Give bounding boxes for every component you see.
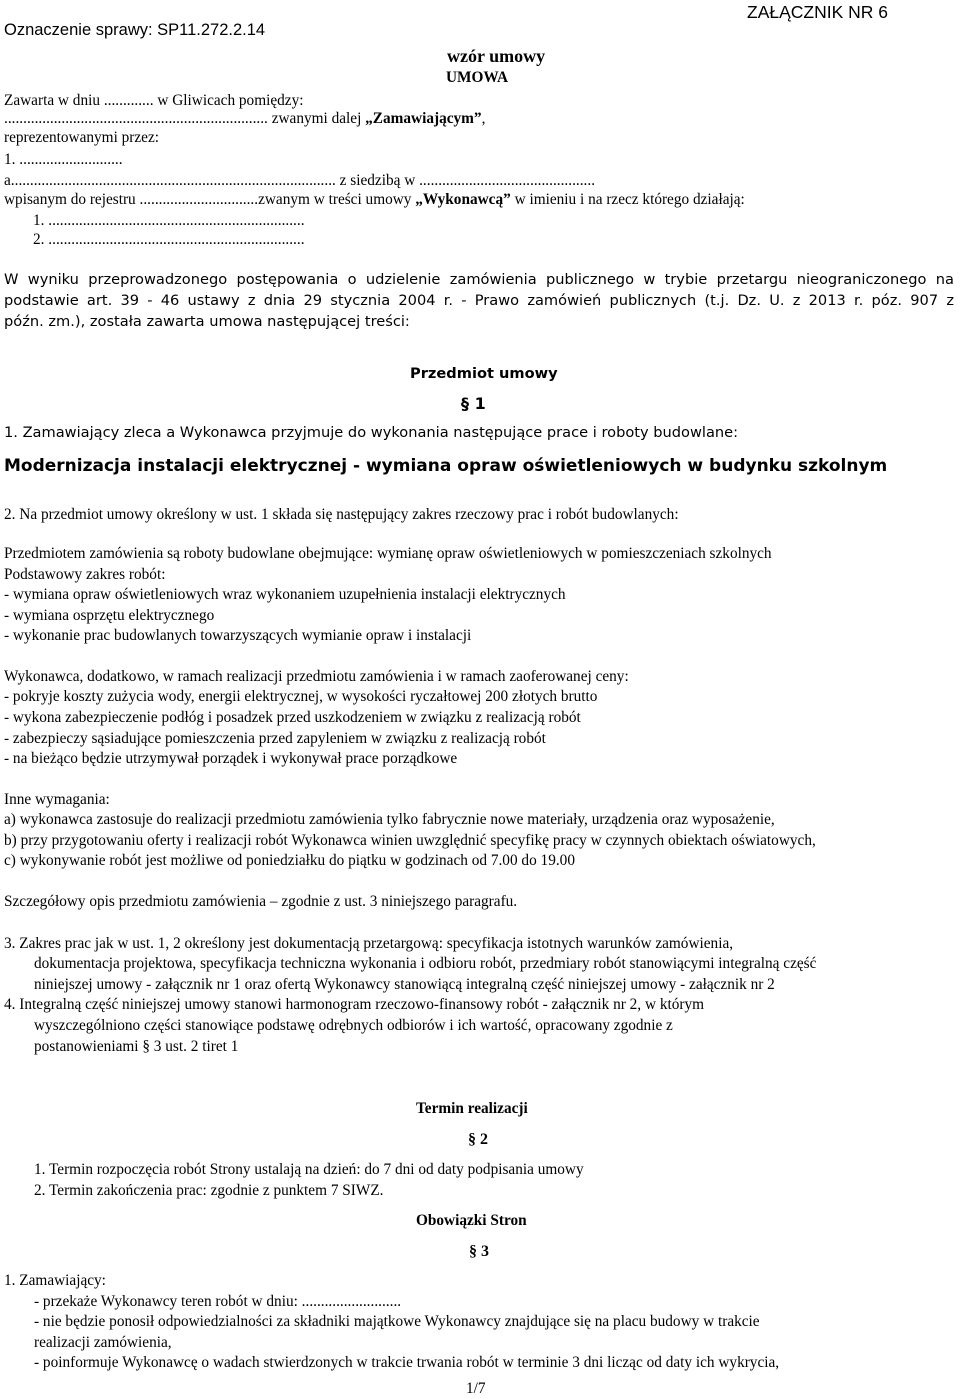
contractor-line: Wykonawca, dodatkowo, w ramach realizacji przedmiotu zamówienia i w ramach zaoferowanej ceny:: [4, 668, 629, 685]
register-label: wpisanym do rejestru: [4, 191, 140, 208]
section-3-intro: 1. Zamawiający:: [4, 1272, 106, 1289]
requirements-line: Inne wymagania:: [4, 791, 110, 808]
scope-line: - wymiana opraw oświetleniowych wraz wykonaniem uzupełnienia instalacji elektrycznych: [4, 586, 566, 603]
requirements-line: a) wykonawca zastosuje do realizacji przedmiotu zamówienia tylko fabrycznie nowe materiały, urządzenia oraz wyposażenie,: [4, 811, 775, 828]
section-3-heading: Obowiązki Stron: [416, 1212, 527, 1229]
case-reference: [4, 22, 265, 39]
parties-line-5: a..................................................................................... z siedzibą w ..............................................: [4, 172, 596, 189]
case-prefix: Oznaczenie sprawy:: [4, 21, 158, 39]
comma: ,: [481, 110, 486, 127]
intro-line-3: późn. zm.), została zawarta umowa następującej treści:: [4, 313, 410, 330]
section-2-heading: Termin realizacji: [416, 1100, 528, 1117]
contractor-line: - zabezpieczy sąsiadujące pomieszczenia przed zapyleniem w związku z realizacją robót: [4, 730, 546, 747]
section-2-paragraph: § 2: [468, 1131, 488, 1148]
section-1-paragraph: § 1: [461, 394, 486, 413]
parties-line-6: [4, 192, 745, 207]
parties-line-4: 1. ...........................: [4, 151, 123, 168]
representation-text: w imieniu i na rzecz którego działają:: [510, 191, 745, 208]
attachment-label: ZAŁĄCZNIK NR 6: [747, 2, 888, 22]
detail-note: Szczegółowy opis przedmiotu zamówienia – zgodnie z ust. 3 niniejszego paragrafu.: [4, 893, 518, 910]
parties-line-7: 1. ...................................................................: [33, 212, 305, 229]
zamawiajacy-term: „Zamawiającym”: [365, 110, 482, 127]
document-title: UMOWA: [446, 69, 509, 86]
page-number: 1/7: [466, 1380, 486, 1397]
section-3-paragraph: § 3: [469, 1243, 489, 1260]
section-1-item-3-cont: niniejszej umowy - załącznik nr 1 oraz ofertą Wykonawcy stanowiącą integralną część niniejszej umowy - załącznik nr 2: [34, 976, 775, 993]
contractor-line: - na bieżąco będzie utrzymywał porządek i wykonywał prace porządkowe: [4, 750, 458, 767]
parties-line-1: Zawarta w dniu ............. w Gliwicach pomiędzy:: [4, 92, 304, 109]
register-dots: ...............................zwanym w treści umowy: [139, 191, 416, 208]
section-3-item: - poinformuje Wykonawcę o wadach stwierdzonych w trakcie trwania robót w terminie 3 dni licząc od daty ich wykrycia,: [34, 1354, 780, 1371]
contractor-line: - pokryje koszty zużycia wody, energii elektrycznej, w wysokości ryczałtowej 200 złotych brutto: [4, 688, 598, 705]
section-1-item-1: 1. Zamawiający zleca a Wykonawca przyjmuje do wykonania następujące prace i roboty budowlane:: [4, 424, 739, 441]
case-number: SP11.272.2.14: [157, 21, 266, 39]
section-3-item: realizacji zamówienia,: [34, 1334, 172, 1351]
intro-line-2: podstawie art. 39 - 46 ustawy z dnia 29 stycznia 2004 r. - Prawo zamówień publicznych (t.j. Dz. U. z 2013 r. póz. 907 z: [4, 292, 954, 309]
scope-line: Przedmiotem zamówienia są roboty budowlane obejmujące: wymianę opraw oświetleniowych w pomieszczeniach szkolnych: [4, 545, 772, 562]
parties-line-3: reprezentowanymi przez:: [4, 129, 160, 146]
requirements-line: c) wykonywanie robót jest możliwe od poniedziałku do piątku w godzinach od 7.00 do 19.00: [4, 852, 575, 869]
section-1-item-4-cont: postanowieniami § 3 ust. 2 tiret 1: [34, 1038, 239, 1055]
section-1-item-4: 4. Integralną część niniejszej umowy stanowi harmonogram rzeczowo-finansowy robót - załącznik nr 2, w którym: [4, 996, 705, 1013]
section-3-item: - przekaże Wykonawcy teren robót w dniu: ..........................: [34, 1293, 402, 1310]
section-1-item-3: 3. Zakres prac jak w ust. 1, 2 określony jest dokumentacją przetargową: specyfikacja istotnych warunków zamówienia,: [4, 935, 734, 952]
scope-line: - wykonanie prac budowlanych towarzyszących wymianie opraw i instalacji: [4, 627, 472, 644]
contractor-line: - wykona zabezpieczenie podłóg i posadzek przed uszkodzeniem w związku z realizacją robót: [4, 709, 581, 726]
parties-dots: ..................................................................... zwanymi dalej: [4, 110, 366, 127]
wykonawca-term: „Wykonawcą”: [415, 191, 511, 208]
section-2-item: 2. Termin zakończenia prac: zgodnie z punktem 7 SIWZ.: [34, 1182, 384, 1199]
template-label: wzór umowy: [447, 46, 546, 66]
scope-line: - wymiana osprzętu elektrycznego: [4, 607, 215, 624]
section-1-item-4-cont: wyszczególniono części stanowiące podstawę odrębnych odbiorów i ich wartość, opracowany zgodnie z: [34, 1017, 673, 1034]
parties-line-2: [4, 111, 485, 126]
requirements-line: b) przy przygotowaniu oferty i realizacji robót Wykonawca winien uwzględnić specyfikę pracy w czynnych obiektach oświatowych,: [4, 832, 816, 849]
section-1-item-3-cont: dokumentacja projektowa, specyfikacja techniczna wykonania i odbioru robót, przedmiary robót stanowiącymi integralną część: [34, 955, 817, 972]
section-3-item: - nie będzie ponosił odpowiedzialności za składniki majątkowe Wykonawcy znajdujące się na placu budowy w trakcie: [34, 1313, 760, 1330]
section-1-item-2: 2. Na przedmiot umowy określony w ust. 1 składa się następujący zakres rzeczowy prac i robót budowlanych:: [4, 506, 679, 523]
section-2-item: 1. Termin rozpoczęcia robót Strony ustalają na dzień: do 7 dni od daty podpisania umowy: [34, 1161, 584, 1178]
parties-line-8: 2. ...................................................................: [33, 231, 305, 248]
intro-line-1: W wyniku przeprowadzonego postępowania o udzielenie zamówienia publicznego w trybie przetargu nieograniczonego na: [4, 271, 954, 288]
scope-line: Podstawowy zakres robót:: [4, 566, 166, 583]
section-1-heading: Przedmiot umowy: [410, 365, 558, 382]
contract-subject: Modernizacja instalacji elektrycznej - wymiana opraw oświetleniowych w budynku szkolnym: [4, 456, 888, 476]
